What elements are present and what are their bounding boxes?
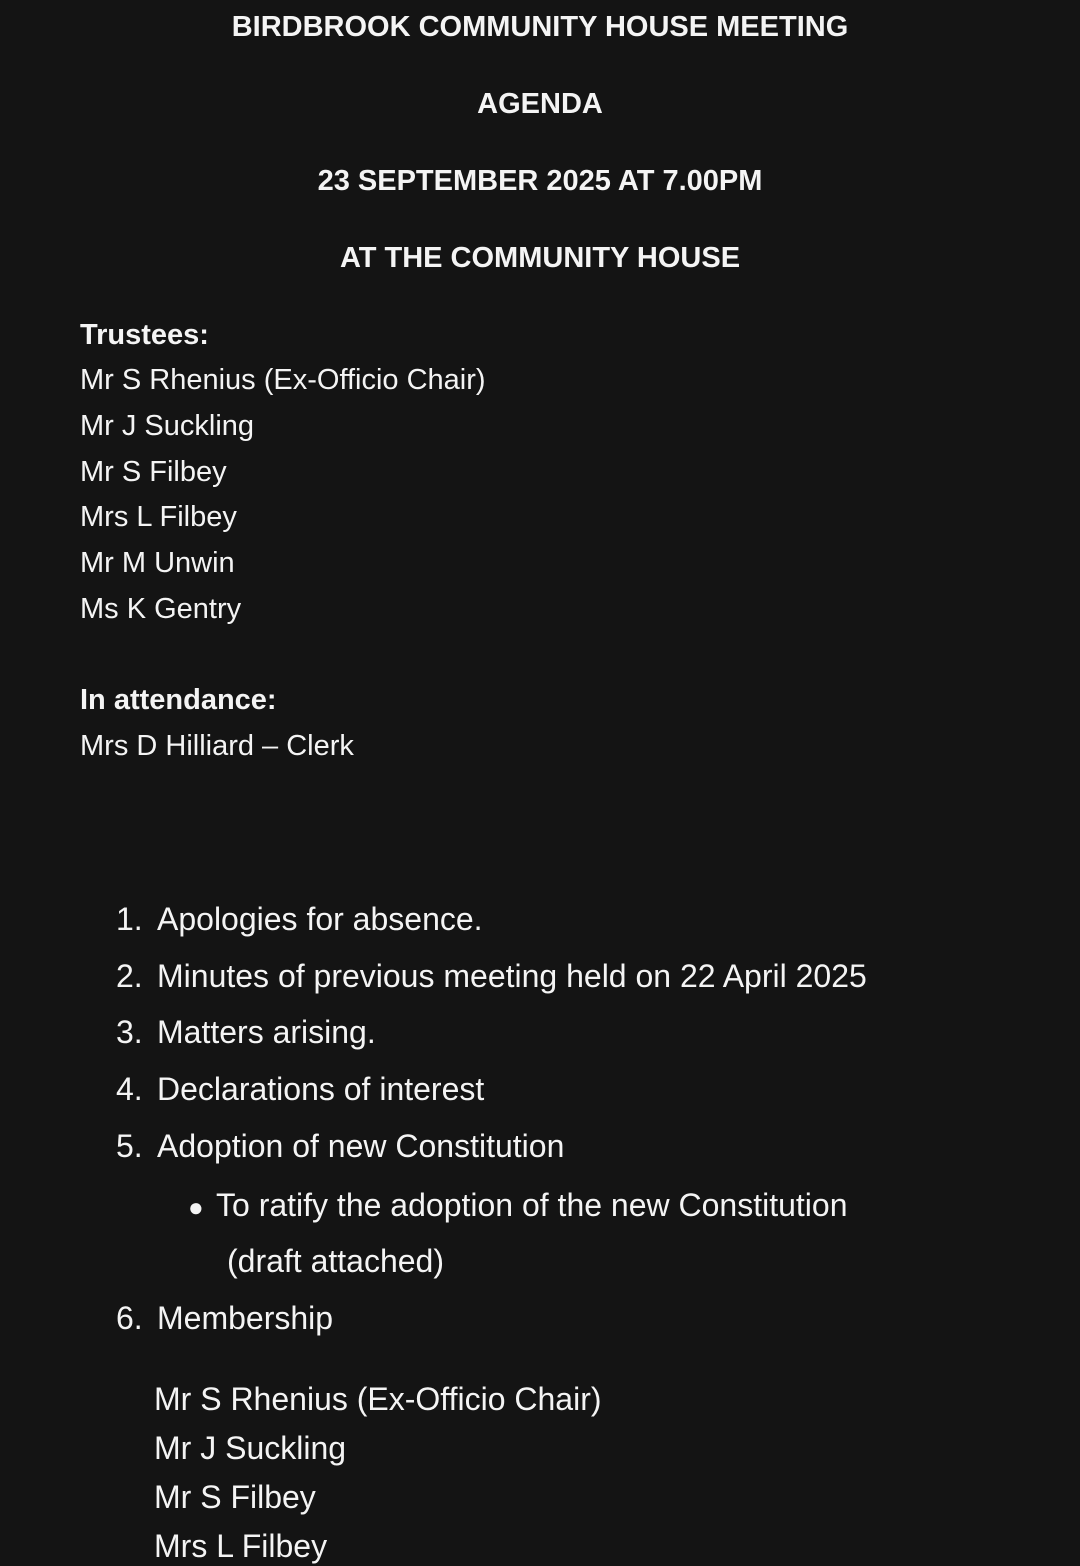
- agenda-item-text: Matters arising.: [157, 1014, 376, 1050]
- agenda-item-4: [116, 1069, 484, 1109]
- member-name: Mr S Filbey: [154, 1479, 316, 1515]
- member-name: Mrs L Filbey: [154, 1528, 328, 1564]
- agenda-item-number: 3.: [116, 1014, 143, 1050]
- attendance-label: In attendance:: [80, 684, 277, 716]
- trustee-name: Mr S Rhenius (Ex-Officio Chair): [80, 364, 486, 396]
- agenda-item-number: 2.: [116, 958, 143, 994]
- trustee-name: Mr S Filbey: [80, 456, 227, 488]
- bullet-icon: ●: [188, 1192, 204, 1222]
- agenda-item-text: Membership: [157, 1300, 334, 1336]
- agenda-item-6: [116, 1298, 333, 1338]
- meeting-venue: AT THE COMMUNITY HOUSE: [339, 242, 741, 274]
- meeting-date-time: 23 SEPTEMBER 2025 AT 7.00PM: [317, 165, 763, 197]
- member-name: Mr S Rhenius (Ex-Officio Chair): [154, 1381, 602, 1417]
- document-title: BIRDBROOK COMMUNITY HOUSE MEETING: [231, 11, 849, 43]
- agenda-item-number: 5.: [116, 1128, 143, 1164]
- agenda-item-3: [116, 1012, 376, 1052]
- trustee-name: Mr J Suckling: [80, 410, 255, 442]
- trustee-name: Mr M Unwin: [80, 547, 235, 579]
- agenda-item-text: Adoption of new Constitution: [157, 1128, 565, 1164]
- agenda-item-number: 1.: [116, 901, 143, 937]
- document-subtitle: AGENDA: [477, 88, 603, 120]
- agenda-item-text: Minutes of previous meeting held on 22 April 2025: [157, 958, 867, 994]
- member-name: Mr J Suckling: [154, 1430, 347, 1466]
- agenda-item-number: 4.: [116, 1071, 143, 1107]
- attendee-name: Mrs D Hilliard – Clerk: [80, 730, 354, 762]
- agenda-sub-bullet: [188, 1185, 848, 1227]
- sub-bullet-text: To ratify the adoption of the new Constitution: [216, 1187, 848, 1223]
- agenda-item-text: Declarations of interest: [157, 1071, 485, 1107]
- agenda-item-text: Apologies for absence.: [157, 901, 483, 937]
- agenda-item-5: [116, 1126, 564, 1166]
- agenda-item-number: 6.: [116, 1300, 143, 1336]
- sub-bullet-text-continued: (draft attached): [227, 1243, 444, 1279]
- agenda-item-2: [116, 956, 867, 996]
- agenda-item-1: [116, 899, 483, 939]
- trustee-name: Mrs L Filbey: [80, 501, 237, 533]
- trustees-label: Trustees:: [80, 319, 209, 351]
- trustee-name: Ms K Gentry: [80, 593, 242, 625]
